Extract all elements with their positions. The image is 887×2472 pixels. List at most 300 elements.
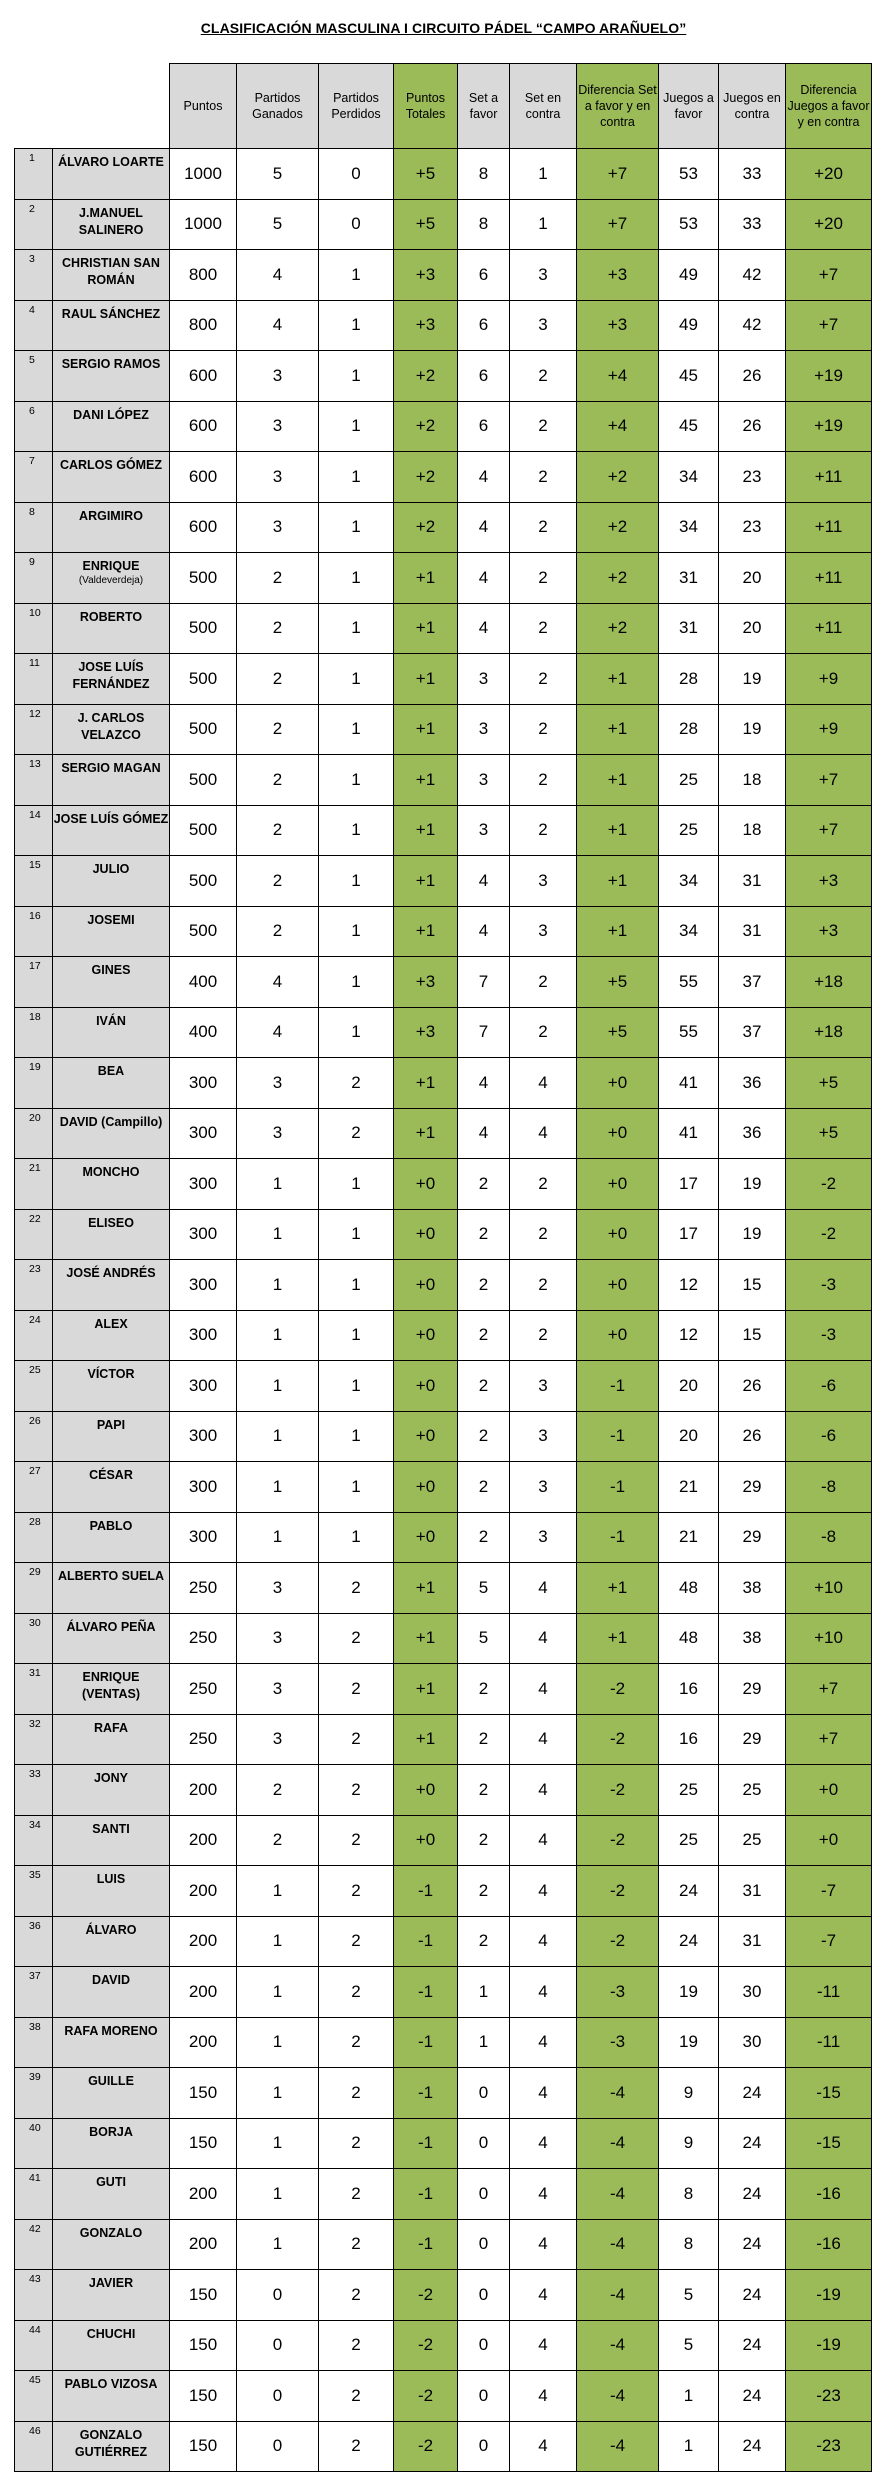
partidos-ganados-cell: 3 xyxy=(237,351,319,402)
header-diferencia-juegos: Diferencia Juegos a favor y en contra xyxy=(786,64,872,149)
player-name xyxy=(53,704,170,755)
puntos-cell: 300 xyxy=(170,1462,237,1513)
player-name xyxy=(53,1967,170,2018)
player-name-text: PABLO xyxy=(89,1518,133,1533)
partidos-perdidos-cell: 1 xyxy=(319,351,394,402)
juegos-a-favor-cell: 16 xyxy=(659,1664,719,1715)
diferencia-juegos-cell: -8 xyxy=(786,1462,872,1513)
diferencia-juegos-cell: +11 xyxy=(786,502,872,553)
puntos-totales-cell: +5 xyxy=(394,199,458,250)
set-a-favor-cell: 3 xyxy=(458,654,510,705)
set-en-contra-cell: 4 xyxy=(510,1108,577,1159)
partidos-perdidos-cell: 2 xyxy=(319,2169,394,2220)
diferencia-sets-cell: -2 xyxy=(577,1866,659,1917)
partidos-ganados-cell: 3 xyxy=(237,1108,319,1159)
set-en-contra-cell: 4 xyxy=(510,1916,577,1967)
juegos-a-favor-cell: 9 xyxy=(659,2118,719,2169)
player-name xyxy=(53,2017,170,2068)
table-row xyxy=(15,401,872,452)
set-a-favor-cell: 2 xyxy=(458,1260,510,1311)
set-en-contra-cell: 4 xyxy=(510,2068,577,2119)
set-en-contra-cell: 4 xyxy=(510,2219,577,2270)
player-name xyxy=(53,149,170,200)
diferencia-juegos-cell: -15 xyxy=(786,2068,872,2119)
diferencia-juegos-cell: -2 xyxy=(786,1209,872,1260)
partidos-ganados-cell: 0 xyxy=(237,2320,319,2371)
position-cell: 5 xyxy=(15,351,53,402)
partidos-ganados-cell: 2 xyxy=(237,755,319,806)
juegos-a-favor-cell: 1 xyxy=(659,2371,719,2422)
set-a-favor-cell: 2 xyxy=(458,1159,510,1210)
diferencia-juegos-cell: -23 xyxy=(786,2371,872,2422)
set-a-favor-cell: 2 xyxy=(458,1361,510,1412)
puntos-cell: 250 xyxy=(170,1714,237,1765)
diferencia-juegos-cell: -7 xyxy=(786,1866,872,1917)
puntos-cell: 500 xyxy=(170,856,237,907)
juegos-a-favor-cell: 25 xyxy=(659,755,719,806)
partidos-perdidos-cell: 2 xyxy=(319,2118,394,2169)
partidos-perdidos-cell: 1 xyxy=(319,401,394,452)
player-name-text: LUIS xyxy=(96,1872,126,1886)
player-name-text: JULIO xyxy=(92,862,130,876)
juegos-en-contra-cell: 24 xyxy=(719,2219,786,2270)
set-en-contra-cell: 4 xyxy=(510,1613,577,1664)
partidos-ganados-cell: 2 xyxy=(237,704,319,755)
set-en-contra-cell: 4 xyxy=(510,1058,577,1109)
puntos-cell: 400 xyxy=(170,1007,237,1058)
player-name xyxy=(53,300,170,351)
diferencia-juegos-cell: -3 xyxy=(786,1310,872,1361)
table-row xyxy=(15,805,872,856)
table-row xyxy=(15,2421,872,2472)
player-name xyxy=(53,401,170,452)
set-a-favor-cell: 4 xyxy=(458,856,510,907)
player-name xyxy=(53,1613,170,1664)
player-name-text: VÍCTOR xyxy=(87,1367,135,1381)
partidos-perdidos-cell: 2 xyxy=(319,1664,394,1715)
juegos-en-contra-cell: 26 xyxy=(719,1411,786,1462)
position-cell: 44 xyxy=(15,2320,53,2371)
puntos-totales-cell: +1 xyxy=(394,906,458,957)
player-name-text: JOSE LUÍS GÓMEZ xyxy=(53,811,169,826)
position-cell: 17 xyxy=(15,957,53,1008)
set-a-favor-cell: 1 xyxy=(458,2017,510,2068)
player-name-text: RAUL SÁNCHEZ xyxy=(61,306,161,321)
diferencia-sets-cell: -2 xyxy=(577,1815,659,1866)
diferencia-juegos-cell: -2 xyxy=(786,1159,872,1210)
page-title: CLASIFICACIÓN MASCULINA I CIRCUITO PÁDEL “CAMPO ARAÑUELO” xyxy=(200,20,687,36)
player-name xyxy=(53,1815,170,1866)
diferencia-juegos-cell: +3 xyxy=(786,856,872,907)
puntos-totales-cell: +3 xyxy=(394,1007,458,1058)
diferencia-sets-cell: -1 xyxy=(577,1361,659,1412)
puntos-totales-cell: +2 xyxy=(394,452,458,503)
juegos-en-contra-cell: 25 xyxy=(719,1815,786,1866)
set-en-contra-cell: 2 xyxy=(510,452,577,503)
diferencia-juegos-cell: +9 xyxy=(786,704,872,755)
position-cell: 46 xyxy=(15,2421,53,2472)
player-name xyxy=(53,1108,170,1159)
position-cell: 2 xyxy=(15,199,53,250)
partidos-perdidos-cell: 2 xyxy=(319,2371,394,2422)
set-en-contra-cell: 4 xyxy=(510,2371,577,2422)
juegos-a-favor-cell: 19 xyxy=(659,1967,719,2018)
puntos-totales-cell: -1 xyxy=(394,1967,458,2018)
set-en-contra-cell: 4 xyxy=(510,1714,577,1765)
juegos-en-contra-cell: 23 xyxy=(719,502,786,553)
header-partidos-ganados: Partidos Ganados xyxy=(237,64,319,149)
partidos-ganados-cell: 1 xyxy=(237,2169,319,2220)
partidos-ganados-cell: 3 xyxy=(237,1058,319,1109)
puntos-totales-cell: -2 xyxy=(394,2371,458,2422)
ranking-table xyxy=(14,63,872,2472)
puntos-cell: 150 xyxy=(170,2270,237,2321)
puntos-totales-cell: +2 xyxy=(394,401,458,452)
diferencia-juegos-cell: +7 xyxy=(786,1664,872,1715)
partidos-ganados-cell: 1 xyxy=(237,1512,319,1563)
player-name-text: JOSEMI xyxy=(87,912,135,927)
puntos-cell: 600 xyxy=(170,452,237,503)
diferencia-juegos-cell: -15 xyxy=(786,2118,872,2169)
player-name-text: SERGIO MAGAN xyxy=(61,761,161,775)
puntos-totales-cell: +1 xyxy=(394,704,458,755)
set-a-favor-cell: 8 xyxy=(458,149,510,200)
partidos-perdidos-cell: 1 xyxy=(319,502,394,553)
juegos-en-contra-cell: 20 xyxy=(719,553,786,604)
diferencia-juegos-cell: +10 xyxy=(786,1613,872,1664)
partidos-ganados-cell: 2 xyxy=(237,553,319,604)
partidos-ganados-cell: 2 xyxy=(237,1815,319,1866)
partidos-perdidos-cell: 1 xyxy=(319,1209,394,1260)
set-a-favor-cell: 0 xyxy=(458,2270,510,2321)
set-en-contra-cell: 4 xyxy=(510,2169,577,2220)
puntos-totales-cell: +0 xyxy=(394,1310,458,1361)
puntos-cell: 200 xyxy=(170,1815,237,1866)
position-cell: 37 xyxy=(15,1967,53,2018)
diferencia-sets-cell: -4 xyxy=(577,2219,659,2270)
set-en-contra-cell: 2 xyxy=(510,502,577,553)
player-name-text: ALEX xyxy=(94,1316,128,1331)
diferencia-juegos-cell: +18 xyxy=(786,957,872,1008)
player-name xyxy=(53,1361,170,1412)
juegos-en-contra-cell: 33 xyxy=(719,149,786,200)
set-en-contra-cell: 2 xyxy=(510,704,577,755)
juegos-a-favor-cell: 53 xyxy=(659,199,719,250)
juegos-a-favor-cell: 55 xyxy=(659,957,719,1008)
set-a-favor-cell: 0 xyxy=(458,2421,510,2472)
position-cell: 29 xyxy=(15,1563,53,1614)
diferencia-juegos-cell: +9 xyxy=(786,654,872,705)
set-en-contra-cell: 4 xyxy=(510,1664,577,1715)
juegos-a-favor-cell: 8 xyxy=(659,2219,719,2270)
diferencia-sets-cell: -1 xyxy=(577,1512,659,1563)
partidos-ganados-cell: 2 xyxy=(237,654,319,705)
partidos-perdidos-cell: 1 xyxy=(319,1462,394,1513)
juegos-en-contra-cell: 29 xyxy=(719,1664,786,1715)
table-row xyxy=(15,250,872,301)
set-a-favor-cell: 0 xyxy=(458,2219,510,2270)
set-a-favor-cell: 3 xyxy=(458,704,510,755)
table-row xyxy=(15,1159,872,1210)
juegos-en-contra-cell: 36 xyxy=(719,1058,786,1109)
juegos-en-contra-cell: 29 xyxy=(719,1512,786,1563)
set-a-favor-cell: 5 xyxy=(458,1563,510,1614)
puntos-cell: 500 xyxy=(170,755,237,806)
table-row xyxy=(15,1209,872,1260)
position-cell: 12 xyxy=(15,704,53,755)
diferencia-juegos-cell: +11 xyxy=(786,452,872,503)
juegos-en-contra-cell: 42 xyxy=(719,250,786,301)
set-en-contra-cell: 2 xyxy=(510,351,577,402)
diferencia-sets-cell: -2 xyxy=(577,1765,659,1816)
puntos-totales-cell: +5 xyxy=(394,149,458,200)
juegos-a-favor-cell: 20 xyxy=(659,1411,719,1462)
position-cell: 23 xyxy=(15,1260,53,1311)
set-en-contra-cell: 2 xyxy=(510,1159,577,1210)
set-a-favor-cell: 4 xyxy=(458,502,510,553)
set-a-favor-cell: 2 xyxy=(458,1310,510,1361)
juegos-a-favor-cell: 28 xyxy=(659,654,719,705)
juegos-a-favor-cell: 21 xyxy=(659,1512,719,1563)
juegos-a-favor-cell: 16 xyxy=(659,1714,719,1765)
puntos-cell: 200 xyxy=(170,2169,237,2220)
puntos-totales-cell: +1 xyxy=(394,805,458,856)
table-row xyxy=(15,1361,872,1412)
puntos-cell: 300 xyxy=(170,1058,237,1109)
player-name xyxy=(53,1512,170,1563)
puntos-cell: 150 xyxy=(170,2118,237,2169)
juegos-en-contra-cell: 31 xyxy=(719,906,786,957)
puntos-totales-cell: +0 xyxy=(394,1462,458,1513)
set-en-contra-cell: 2 xyxy=(510,654,577,705)
puntos-cell: 1000 xyxy=(170,199,237,250)
player-name-text: SANTI xyxy=(92,1821,130,1836)
puntos-totales-cell: +0 xyxy=(394,1159,458,1210)
puntos-totales-cell: +0 xyxy=(394,1512,458,1563)
diferencia-juegos-cell: -3 xyxy=(786,1260,872,1311)
puntos-cell: 300 xyxy=(170,1411,237,1462)
juegos-en-contra-cell: 29 xyxy=(719,1714,786,1765)
player-name xyxy=(53,1411,170,1462)
partidos-ganados-cell: 1 xyxy=(237,1209,319,1260)
set-a-favor-cell: 6 xyxy=(458,401,510,452)
diferencia-sets-cell: -1 xyxy=(577,1411,659,1462)
partidos-ganados-cell: 5 xyxy=(237,199,319,250)
puntos-cell: 300 xyxy=(170,1260,237,1311)
set-en-contra-cell: 3 xyxy=(510,1411,577,1462)
position-cell: 7 xyxy=(15,452,53,503)
player-name xyxy=(53,2371,170,2422)
partidos-perdidos-cell: 2 xyxy=(319,1916,394,1967)
partidos-ganados-cell: 3 xyxy=(237,502,319,553)
position-cell: 22 xyxy=(15,1209,53,1260)
set-en-contra-cell: 4 xyxy=(510,1866,577,1917)
table-row xyxy=(15,856,872,907)
diferencia-juegos-cell: +11 xyxy=(786,603,872,654)
diferencia-juegos-cell: -23 xyxy=(786,2421,872,2472)
player-name-text: DAVID xyxy=(92,1973,130,1987)
set-a-favor-cell: 4 xyxy=(458,603,510,654)
puntos-cell: 500 xyxy=(170,704,237,755)
table-row xyxy=(15,2169,872,2220)
set-a-favor-cell: 6 xyxy=(458,300,510,351)
header-blank xyxy=(15,64,170,149)
partidos-perdidos-cell: 1 xyxy=(319,1310,394,1361)
set-a-favor-cell: 2 xyxy=(458,1512,510,1563)
partidos-ganados-cell: 3 xyxy=(237,1664,319,1715)
juegos-en-contra-cell: 31 xyxy=(719,856,786,907)
juegos-en-contra-cell: 36 xyxy=(719,1108,786,1159)
diferencia-sets-cell: +0 xyxy=(577,1108,659,1159)
partidos-ganados-cell: 1 xyxy=(237,1462,319,1513)
diferencia-sets-cell: +1 xyxy=(577,654,659,705)
partidos-perdidos-cell: 1 xyxy=(319,755,394,806)
position-cell: 45 xyxy=(15,2371,53,2422)
diferencia-juegos-cell: -11 xyxy=(786,1967,872,2018)
puntos-totales-cell: -2 xyxy=(394,2270,458,2321)
partidos-perdidos-cell: 1 xyxy=(319,250,394,301)
puntos-totales-cell: +1 xyxy=(394,1108,458,1159)
player-name-text: ARGIMIRO xyxy=(79,508,143,523)
player-name-text: GONZALO GUTIÉRREZ xyxy=(74,2427,148,2459)
table-row xyxy=(15,1714,872,1765)
set-en-contra-cell: 3 xyxy=(510,250,577,301)
juegos-a-favor-cell: 12 xyxy=(659,1310,719,1361)
partidos-ganados-cell: 0 xyxy=(237,2371,319,2422)
juegos-a-favor-cell: 8 xyxy=(659,2169,719,2220)
position-cell: 19 xyxy=(15,1058,53,1109)
position-cell: 1 xyxy=(15,149,53,200)
puntos-totales-cell: -1 xyxy=(394,2017,458,2068)
puntos-totales-cell: +3 xyxy=(394,300,458,351)
puntos-totales-cell: -1 xyxy=(394,2068,458,2119)
puntos-cell: 300 xyxy=(170,1512,237,1563)
partidos-ganados-cell: 1 xyxy=(237,1260,319,1311)
partidos-ganados-cell: 3 xyxy=(237,1563,319,1614)
set-a-favor-cell: 4 xyxy=(458,452,510,503)
player-name-text: BEA xyxy=(97,1064,125,1078)
player-name xyxy=(53,452,170,503)
table-row xyxy=(15,2219,872,2270)
partidos-ganados-cell: 3 xyxy=(237,452,319,503)
puntos-cell: 300 xyxy=(170,1159,237,1210)
table-row xyxy=(15,1007,872,1058)
diferencia-sets-cell: -4 xyxy=(577,2118,659,2169)
table-row xyxy=(15,2270,872,2321)
juegos-a-favor-cell: 34 xyxy=(659,452,719,503)
partidos-ganados-cell: 2 xyxy=(237,856,319,907)
table-row xyxy=(15,553,872,604)
puntos-cell: 600 xyxy=(170,351,237,402)
player-name xyxy=(53,2169,170,2220)
position-cell: 40 xyxy=(15,2118,53,2169)
puntos-totales-cell: -1 xyxy=(394,2169,458,2220)
header-juegos-a-favor: Juegos a favor xyxy=(659,64,719,149)
player-name xyxy=(53,2421,170,2472)
partidos-ganados-cell: 1 xyxy=(237,2118,319,2169)
position-cell: 28 xyxy=(15,1512,53,1563)
table-row xyxy=(15,2017,872,2068)
partidos-ganados-cell: 2 xyxy=(237,906,319,957)
juegos-en-contra-cell: 20 xyxy=(719,603,786,654)
diferencia-juegos-cell: -19 xyxy=(786,2320,872,2371)
player-name-text: RAFA xyxy=(93,1720,129,1735)
diferencia-sets-cell: +1 xyxy=(577,856,659,907)
table-row xyxy=(15,755,872,806)
partidos-perdidos-cell: 0 xyxy=(319,149,394,200)
puntos-cell: 200 xyxy=(170,1967,237,2018)
position-cell: 3 xyxy=(15,250,53,301)
juegos-a-favor-cell: 34 xyxy=(659,856,719,907)
set-en-contra-cell: 4 xyxy=(510,2270,577,2321)
diferencia-sets-cell: +2 xyxy=(577,502,659,553)
header-set-en-contra: Set en contra xyxy=(510,64,577,149)
set-a-favor-cell: 2 xyxy=(458,1411,510,1462)
puntos-totales-cell: +2 xyxy=(394,502,458,553)
position-cell: 42 xyxy=(15,2219,53,2270)
diferencia-sets-cell: +7 xyxy=(577,149,659,200)
juegos-a-favor-cell: 5 xyxy=(659,2320,719,2371)
partidos-ganados-cell: 2 xyxy=(237,1765,319,1816)
partidos-ganados-cell: 1 xyxy=(237,2068,319,2119)
position-cell: 33 xyxy=(15,1765,53,1816)
player-name-text: DANI LÓPEZ xyxy=(73,407,149,422)
partidos-ganados-cell: 0 xyxy=(237,2270,319,2321)
player-name xyxy=(53,1563,170,1614)
table-row xyxy=(15,1058,872,1109)
position-cell: 39 xyxy=(15,2068,53,2119)
partidos-ganados-cell: 1 xyxy=(237,1967,319,2018)
juegos-a-favor-cell: 21 xyxy=(659,1462,719,1513)
set-en-contra-cell: 3 xyxy=(510,1462,577,1513)
partidos-ganados-cell: 2 xyxy=(237,603,319,654)
diferencia-sets-cell: -1 xyxy=(577,1462,659,1513)
diferencia-sets-cell: +0 xyxy=(577,1159,659,1210)
diferencia-sets-cell: +4 xyxy=(577,401,659,452)
partidos-perdidos-cell: 1 xyxy=(319,906,394,957)
partidos-ganados-cell: 1 xyxy=(237,1361,319,1412)
player-name xyxy=(53,2118,170,2169)
position-cell: 13 xyxy=(15,755,53,806)
table-row xyxy=(15,2068,872,2119)
set-en-contra-cell: 4 xyxy=(510,1815,577,1866)
partidos-perdidos-cell: 0 xyxy=(319,199,394,250)
table-row xyxy=(15,1613,872,1664)
player-name-text: PAPI xyxy=(96,1417,126,1432)
puntos-totales-cell: -2 xyxy=(394,2320,458,2371)
player-name xyxy=(53,1866,170,1917)
table-row xyxy=(15,452,872,503)
position-cell: 14 xyxy=(15,805,53,856)
diferencia-juegos-cell: -16 xyxy=(786,2219,872,2270)
partidos-perdidos-cell: 1 xyxy=(319,300,394,351)
partidos-perdidos-cell: 1 xyxy=(319,1512,394,1563)
position-cell: 21 xyxy=(15,1159,53,1210)
set-en-contra-cell: 4 xyxy=(510,2017,577,2068)
table-row xyxy=(15,704,872,755)
player-name xyxy=(53,553,170,604)
player-name xyxy=(53,199,170,250)
player-name xyxy=(53,1916,170,1967)
juegos-a-favor-cell: 41 xyxy=(659,1108,719,1159)
diferencia-juegos-cell: +5 xyxy=(786,1058,872,1109)
set-en-contra-cell: 1 xyxy=(510,199,577,250)
set-en-contra-cell: 3 xyxy=(510,856,577,907)
player-name xyxy=(53,2068,170,2119)
set-a-favor-cell: 6 xyxy=(458,250,510,301)
player-name-text: ALBERTO SUELA xyxy=(57,1569,165,1583)
table-row xyxy=(15,1866,872,1917)
